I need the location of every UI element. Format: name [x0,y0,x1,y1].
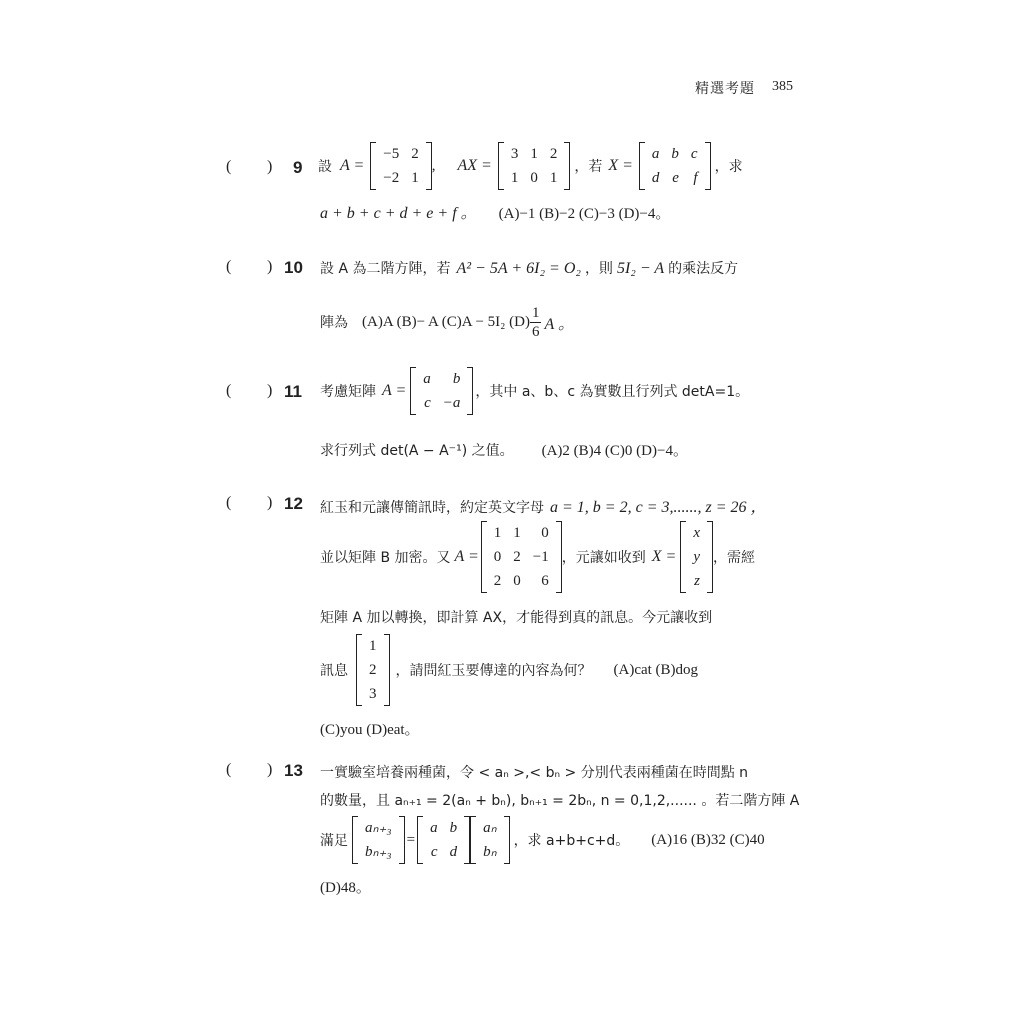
matrix-a [410,367,473,415]
matrix-cell: 2 [513,549,521,565]
question-text: ，請問紅玉要傳達的內容為何？ [395,663,592,679]
equation-text: a = 1, b = 2, c = 3,......, z = 26 ， [550,499,767,516]
question-line [320,816,765,864]
answer-options: (A)16 (B)32 (C)40 [651,831,765,848]
matrix-cell: 1 [530,146,538,162]
answer-options: (D)48。 [320,880,371,896]
equation-text: AX = [457,157,492,174]
answer-paren-close: ) [267,258,273,275]
question-text: 設 A 為二階方陣，若 [320,261,451,277]
matrix-cell: 2 [411,146,419,162]
equation-text: X = [651,548,677,565]
answer-paren-close: ) [267,382,273,399]
matrix-cell: a [423,371,431,387]
question-text: 一實驗室培養兩種菌，令 < aₙ >,< bₙ > 分別代表兩種菌在時間點 n [320,765,749,781]
question-number: 12 [284,494,303,513]
equation-text: 5I₂ − A [616,260,665,277]
question-line [320,790,799,810]
question-line [320,494,767,517]
question-line [320,762,748,782]
equation-text: = [406,831,416,848]
question-text: 訊息 [320,663,348,679]
header-title: 精選考題 [695,81,755,97]
equation-text: X = [608,157,633,174]
matrix-cell: b [449,820,458,836]
matrix-cell: x [693,525,701,541]
question-line [320,200,670,223]
question-text: 考慮矩陣 [320,384,376,400]
question-text: ，若 [574,159,603,175]
equation-text: A = [340,157,365,174]
matrix-cell: a [651,146,660,162]
question-text: 並以矩陣 B 加密。又 [320,550,451,566]
fraction-numerator: 1 [531,304,540,321]
answer-options: (A)2 (B)4 (C)0 (D)−4。 [541,443,688,459]
answer-paren-open: ( [226,382,232,399]
matrix-cell: c [690,146,698,162]
matrix-cell: 3 [510,146,519,162]
question-line [320,718,420,739]
answer-options: (A)A (B)− A (C)A − 5I₂ (D) [362,313,530,330]
matrix-a [370,142,431,190]
equation-text: A² − 5A + 6I₂ = O₂ [456,260,581,277]
equation-text: , [431,157,436,174]
question-text: 紅玉和元讓傳簡訊時，約定英文字母 [320,500,544,516]
question-text: ，求 [714,159,743,175]
matrix-cell: e [672,170,679,186]
question-text: 的乘法反方 [668,261,739,277]
matrix-cell: 0 [513,573,521,589]
question-line [320,521,755,593]
fraction [530,304,542,341]
question-text: ，求 a+b+c+d。 [513,833,630,849]
matrix-cell: a [430,820,438,836]
question-number: 10 [284,258,303,277]
matrix-a [481,521,562,593]
matrix-coef [417,816,470,864]
matrix-cell: 3 [369,686,377,702]
question-number: 13 [284,761,303,780]
matrix-ax [498,142,571,190]
question-line [320,607,712,627]
matrix-cell: c [424,395,431,411]
question-line [318,140,743,192]
matrix-cell: 1 [513,525,521,541]
question-text: 矩陣 A 加以轉換，即計算 AX，才能得到真的訊息。今元讓收到 [320,610,713,626]
question-number: 9 [293,158,303,177]
matrix-cell: d [651,170,660,186]
answer-paren-open: ( [226,258,232,275]
question-line [320,634,698,706]
matrix-message [356,634,390,706]
matrix-cell: 6 [541,573,549,589]
matrix-x [639,142,711,190]
matrix-cell: b [452,371,461,387]
question-text: ，其中 a、b、c 為實數且行列式 detA=1。 [475,384,750,400]
matrix-cell: 0 [530,170,538,186]
matrix-cell: d [449,844,458,860]
matrix-cell: 0 [541,525,549,541]
equation-text: A 。 [544,315,574,333]
question-text: 滿足 [320,833,348,849]
question-line [320,366,749,416]
answer-paren-close: ) [267,494,273,511]
question-line [320,439,688,460]
matrix-cell: z [694,573,701,589]
matrix-cell: 0 [493,549,502,565]
answer-options: (A)−1 (B)−2 (C)−3 (D)−4。 [498,206,671,222]
answer-paren-open: ( [226,761,232,778]
matrix-cell: 1 [493,525,502,541]
question-line [320,876,371,897]
question-text: ，元讓如收到 [561,550,646,566]
matrix-cell: 2 [549,146,558,162]
answer-paren-close: ) [267,158,273,175]
question-number: 11 [284,382,302,401]
matrix-x [680,521,713,593]
matrix-cell: 1 [510,170,519,186]
question-text: 求行列式 det(A − A⁻¹) 之值。 [320,443,514,459]
equation-text: A = [454,548,479,565]
question-text: 的數量，且 aₙ₊₁ = 2(aₙ + bₙ), bₙ₊₁ = 2bₙ, n = 0,1,2,...... 。若二階方陣 A [320,793,800,809]
equation-text: a + b + c + d + e + f 。 [320,205,477,222]
matrix-cell: 1 [549,170,558,186]
answer-options: (A)cat (B)dog [613,661,699,678]
matrix-cell: bₙ [483,844,497,860]
matrix-cell: b [671,146,679,162]
equation-text: A = [382,382,407,399]
matrix-cell: −5 [383,146,400,162]
matrix-cell: bₙ₊₃ [365,844,392,860]
matrix-cell: −1 [532,549,549,565]
fraction-denominator: 6 [531,323,540,340]
matrix-cell: aₙ₊₃ [365,820,392,836]
question-text: 設 [318,159,332,175]
question-line [320,301,574,343]
matrix-cell: −a [442,395,461,411]
question-text: ，則 [584,261,613,277]
answer-options: (C)you (D)eat。 [320,722,420,738]
answer-paren-open: ( [226,494,232,511]
matrix-cell: −2 [383,170,400,186]
matrix-rhs [470,816,509,864]
question-line [320,258,738,278]
matrix-cell: 2 [493,573,502,589]
answer-paren-open: ( [226,158,232,175]
matrix-cell: 1 [369,638,377,654]
matrix-cell: y [693,549,701,565]
matrix-cell: 1 [411,170,419,186]
matrix-cell: f [693,170,698,186]
matrix-cell: 2 [369,662,377,678]
question-text: 陣為 [320,315,348,331]
page-number: 385 [772,79,793,94]
matrix-lhs [352,816,405,864]
answer-paren-close: ) [267,761,273,778]
matrix-cell: aₙ [483,820,497,836]
question-text: ，需經 [713,550,756,566]
matrix-cell: c [430,844,438,860]
